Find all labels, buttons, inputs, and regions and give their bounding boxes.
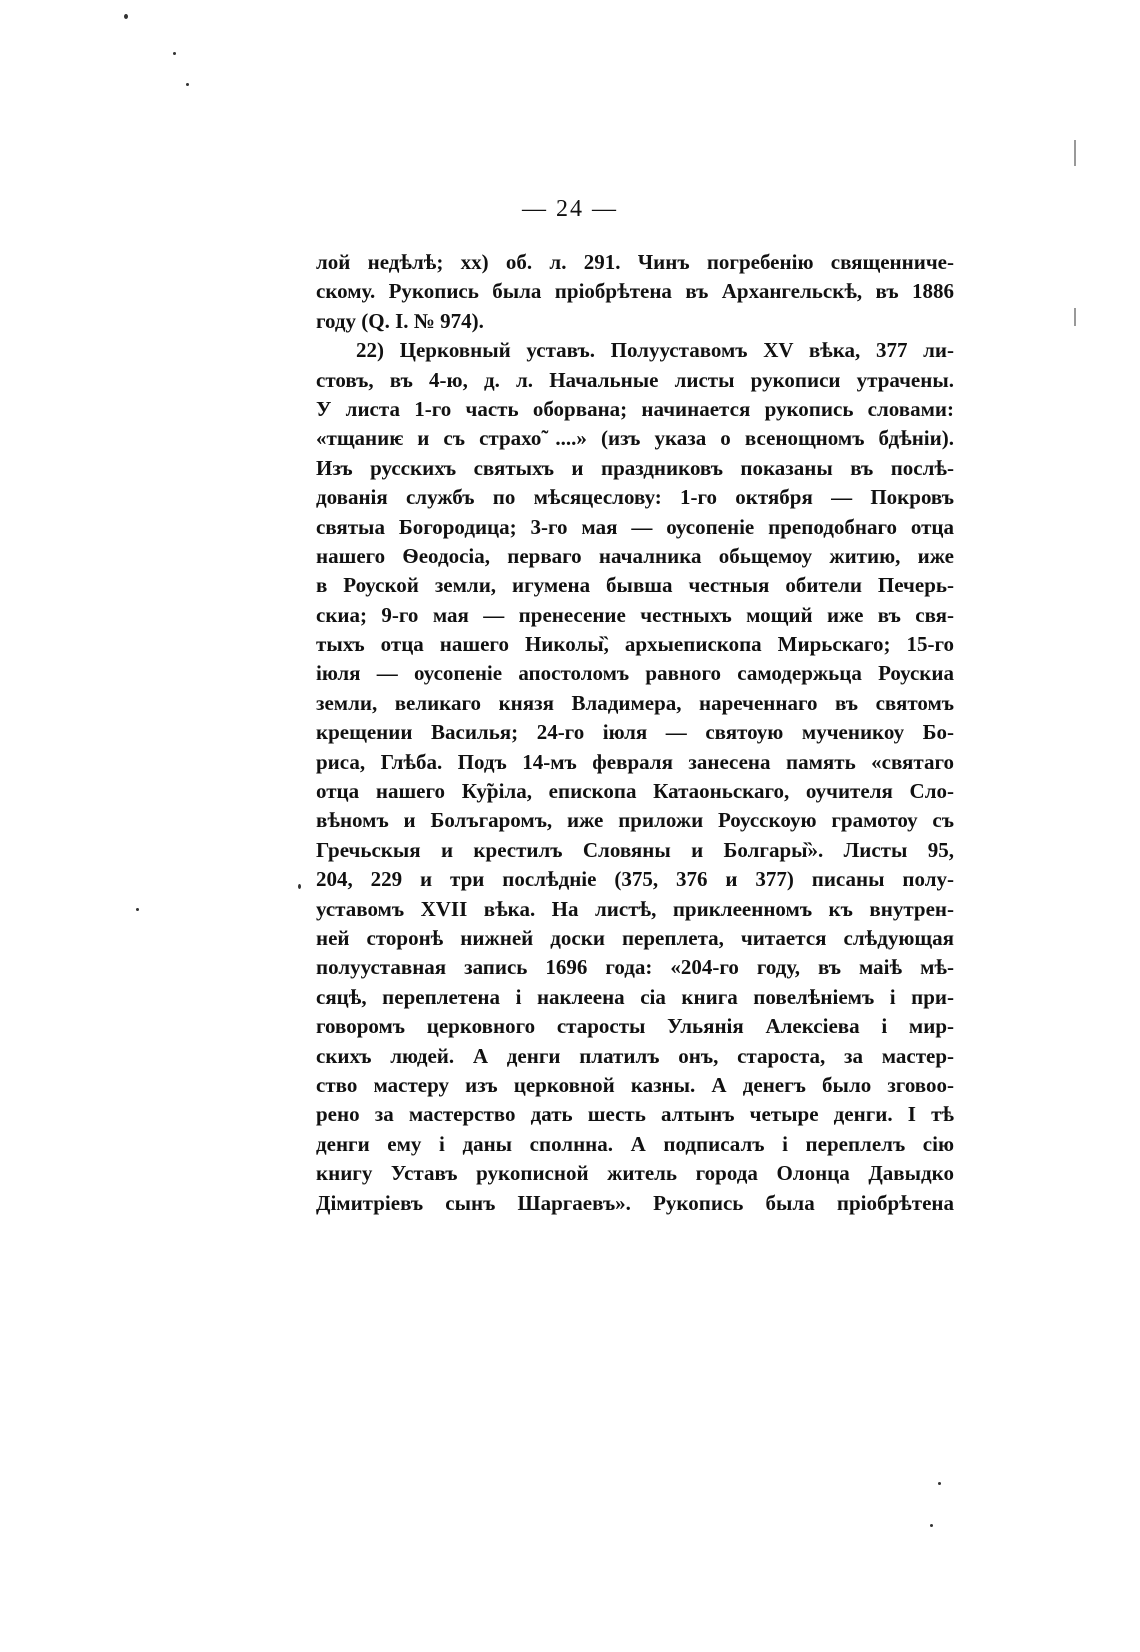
text-line: ство мастеру изъ церковной казны. А денегъ было зговоо- (316, 1072, 954, 1097)
scan-speck (173, 52, 176, 55)
text-line: скому. Рукопись была пріобрѣтена въ Архангельскѣ, въ 1886 (316, 279, 954, 304)
text-line: 204, 229 и три послѣдніе (375, 376 и 377) писаны полу- (316, 867, 954, 892)
body-text (316, 248, 954, 1218)
text-line: «тщаниѥ и съ страхо̃ ....» (изъ указа о всенощномъ бдѣніи). (316, 426, 954, 451)
text-line: книгу Уставъ рукописной житель города Олонца Давыдко (316, 1161, 954, 1186)
text-line: іюля — оусопеніе апостоломъ равного самодержьца Роускиа (316, 661, 954, 686)
scan-edge-mark (1074, 308, 1076, 326)
text-line: ней сторонѣ нижней доски переплета, читается слѣдующая (316, 925, 954, 950)
text-line: уставомъ XVII вѣка. На листѣ, приклеенномъ къ внутрен- (316, 896, 954, 921)
text-line: крещении Василья; 24-го іюля — святоую мученикоу Бо- (316, 720, 954, 745)
text-line: риса, Глѣба. Подъ 14-мъ февраля занесена память «святаго (316, 749, 954, 774)
scan-speck (186, 83, 189, 86)
scan-speck (124, 14, 128, 19)
scan-speck (938, 1482, 941, 1485)
scan-speck (298, 884, 301, 889)
text-line: скиа; 9-го мая — пренесение честныхъ мощий иже въ свя- (316, 602, 954, 627)
text-line: стовъ, въ 4-ю, д. л. Начальные листы рукописи утрачены. (316, 367, 954, 392)
text-line: денги ему і даны сполнна. А подписалъ і переплелъ сію (316, 1131, 954, 1156)
page-number: — 24 — (522, 196, 618, 222)
text-line: тыхъ отца нашего Николы̏, архыепископа Мирьскаго; 15-го (316, 632, 954, 657)
text-line: полууставная запись 1696 года: «204-го году, въ маіѣ мѣ- (316, 955, 954, 980)
text-line: Гречьскыя и крестилъ Словяны и Болгары̏». Листы 95, (316, 837, 954, 862)
text-line: Изъ русскихъ святыхъ и праздниковъ показаны въ послѣ- (316, 455, 954, 480)
text-line: земли, великаго князя Владимера, нареченнаго въ святомъ (316, 690, 954, 715)
text-line: в Роуской земли, игумена бывша честныя обители Печерь- (316, 573, 954, 598)
text-line: дованія службъ по мѣсяцеслову: 1-го октября — Покровъ (316, 485, 954, 510)
text-line: сяцѣ, переплетена і наклеена сіа книга повелѣніемъ і при- (316, 984, 954, 1009)
text-line: рено за мастерство дать шесть алтынъ четыре денги. І тѣ (316, 1102, 954, 1127)
text-line: 22) Церковный уставъ. Полууставомъ XV вѣка, 377 ли- (356, 338, 954, 363)
scan-edge-mark (1074, 140, 1076, 166)
scan-speck (136, 908, 139, 911)
text-line: нашего Ѳеодосіа, перваго началника обьщемоу житию, иже (316, 543, 954, 568)
text-line: говоромъ церковного старосты Ульянія Алексіева і мир- (316, 1014, 954, 1039)
scan-speck (930, 1524, 933, 1527)
text-line: отца нашего Ку̃ріла, епископа Катаоньскаго, оучителя Сло- (316, 779, 954, 804)
text-line: скихъ людей. А денги платилъ онъ, староста, за мастер- (316, 1043, 954, 1068)
text-line: святыа Богородица; 3-го мая — оусопеніе преподобнаго отца (316, 514, 954, 539)
text-line: У листа 1-го часть оборвана; начинается рукопись словами: (316, 396, 954, 421)
text-line: вѣномъ и Болъгаромъ, иже приложи Роусскоую грамотоу съ (316, 808, 954, 833)
text-line: Дімитріевъ сынъ Шаргаевъ». Рукопись была пріобрѣтена (316, 1190, 954, 1215)
text-line: лой недѣлѣ; хх) об. л. 291. Чинъ погребенію священниче- (316, 250, 954, 274)
text-line: году (Q. I. № 974). (316, 308, 484, 333)
